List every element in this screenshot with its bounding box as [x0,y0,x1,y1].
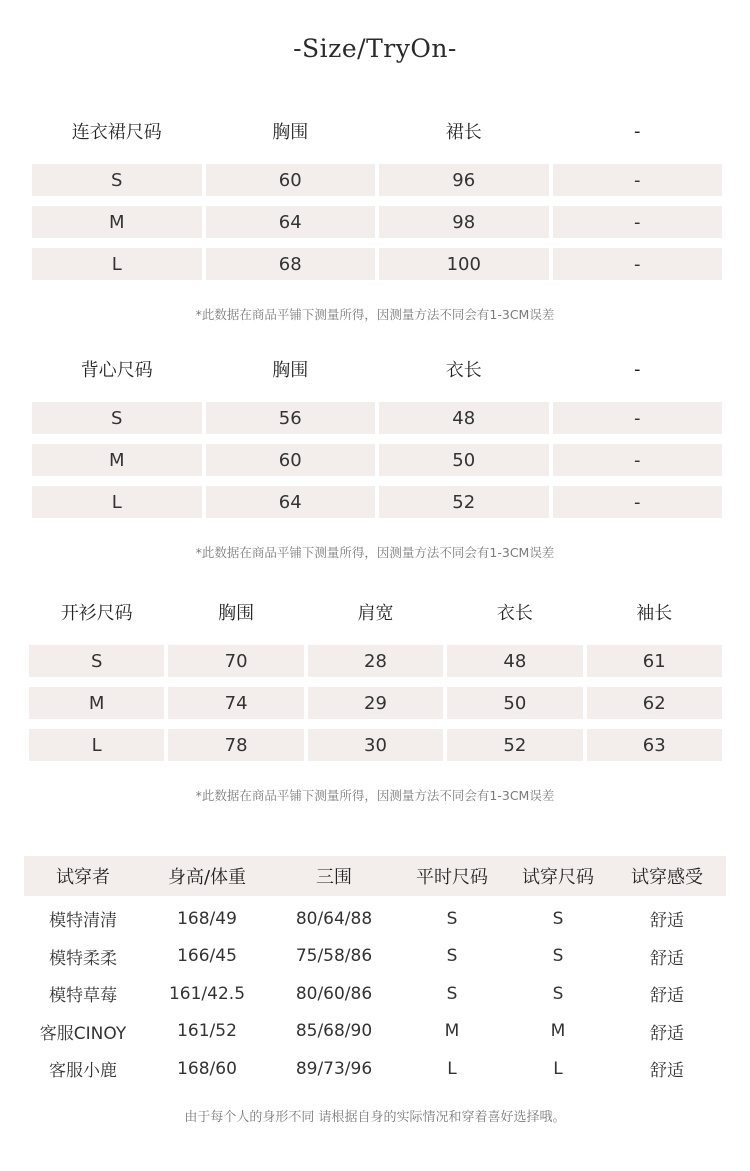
table-cell: 56 [206,402,376,434]
header-cell: 胸围 [272,360,309,381]
header-cell: 平时尺码 [416,867,488,888]
table-row [29,645,722,677]
header-cell: 试穿感受 [631,867,703,888]
table-cell: 166/45 [177,946,237,967]
table-cell: - [553,402,723,434]
table-cell: 模特草莓 [49,986,117,1007]
table-cell: 98 [379,206,549,238]
header-cell: 试穿者 [56,867,110,888]
measurement-note: *此数据在商品平铺下测量所得，因测量方法不同会有1-3CM误差 [195,307,555,322]
table-row [24,1050,726,1088]
header-cell: 背心尺码 [80,360,153,381]
table-cell: 舒适 [650,948,684,969]
table-cell: 89/73/96 [295,1058,373,1079]
table-row [32,444,722,476]
table-cell: L [29,729,164,761]
table-cell: 48 [447,645,582,677]
table-cell: 78 [168,729,303,761]
table-cell: 模特清清 [49,911,117,932]
table-row [32,486,722,518]
page-title: -Size/TryOn- [293,34,457,63]
header-cell: 连衣裙尺码 [71,122,162,143]
table-cell: 48 [379,402,549,434]
table-row [32,402,722,434]
table-cell: 30 [308,729,443,761]
table-cell: L [32,486,202,518]
table-header [24,856,726,896]
table-cell: 96 [379,164,549,196]
table-cell: 64 [206,486,376,518]
fit-disclaimer: 由于每个人的身形不同 请根据自身的实际情况和穿着喜好选择哦。 [184,1110,566,1125]
table-cell: S [552,983,564,1004]
table-cell: 50 [447,687,582,719]
table-header [32,108,722,154]
table-cell: 28 [308,645,443,677]
table-cell: 80/60/86 [295,983,373,1004]
table-cell: S [446,946,458,967]
header-cell: 胸围 [272,122,309,143]
table-cell: 舒适 [650,986,684,1007]
table-cell: 50 [379,444,549,476]
measurement-note: *此数据在商品平铺下测量所得，因测量方法不同会有1-3CM误差 [195,788,555,803]
table-cell: 85/68/90 [295,1021,373,1042]
header-cell: 袖长 [636,603,673,624]
table-cell: L [447,1058,457,1079]
table-cell: 60 [206,444,376,476]
table-cell: L [32,248,202,280]
table-cell: M [32,444,202,476]
table-cell: 舒适 [650,1023,684,1044]
table-cell: S [32,164,202,196]
header-cell: 衣长 [496,603,533,624]
table-cell: 52 [379,486,549,518]
table-row [24,938,726,976]
table-cell: 168/49 [177,908,237,929]
header-cell: 三围 [316,867,352,888]
table-row [24,1013,726,1051]
table-cell: 模特柔柔 [49,948,117,969]
table-cell: M [32,206,202,238]
table-cell: S [446,908,458,929]
table-cell: 100 [379,248,549,280]
table-cell: S [552,908,564,929]
header-cell: 开衫尺码 [60,603,133,624]
table-cell: 75/58/86 [295,946,373,967]
header-cell: - [634,120,641,142]
table-cell: 52 [447,729,582,761]
header-cell: 肩宽 [357,603,394,624]
table-row [32,206,722,238]
table-cell: 161/52 [177,1021,237,1042]
table-cell: 61 [587,645,722,677]
table-cell: 客服小鹿 [49,1061,117,1082]
table-header [32,346,722,392]
table-cell: 64 [206,206,376,238]
header-cell: 衣长 [445,360,482,381]
header-cell: 裙长 [445,122,482,143]
table-row [24,900,726,938]
table-cell: 70 [168,645,303,677]
table-cell: - [553,164,723,196]
table-cell: S [446,983,458,1004]
table-cell: 168/60 [177,1058,237,1079]
header-cell: 身高/体重 [167,867,247,888]
table-row [29,687,722,719]
table-cell: M [550,1021,566,1042]
header-cell: - [634,358,641,380]
table-cell: 74 [168,687,303,719]
table-cell: L [553,1058,563,1079]
table-cell: 161/42.5 [168,983,246,1004]
measurement-note: *此数据在商品平铺下测量所得，因测量方法不同会有1-3CM误差 [195,545,555,560]
table-cell: 62 [587,687,722,719]
table-row [24,975,726,1013]
table-cell: 68 [206,248,376,280]
table-header [29,589,722,635]
header-cell: 胸围 [218,603,255,624]
table-cell: S [29,645,164,677]
table-cell: 舒适 [650,911,684,932]
table-cell: 舒适 [650,1061,684,1082]
table-cell: - [553,486,723,518]
dress-size-table [32,108,722,280]
table-cell: 29 [308,687,443,719]
table-row [32,248,722,280]
table-cell: M [29,687,164,719]
table-cell: S [32,402,202,434]
vest-size-table [32,346,722,518]
table-cell: S [552,946,564,967]
table-cell: 60 [206,164,376,196]
header-cell: 试穿尺码 [522,867,594,888]
cardigan-size-table [29,589,722,761]
table-cell: M [444,1021,460,1042]
table-cell: - [553,206,723,238]
table-row [29,729,722,761]
table-cell: 63 [587,729,722,761]
table-cell: - [553,248,723,280]
table-cell: 80/64/88 [295,908,373,929]
tryon-table [24,856,726,1088]
table-cell: - [553,444,723,476]
table-cell: 客服CINOY [39,1023,127,1044]
table-row [32,164,722,196]
